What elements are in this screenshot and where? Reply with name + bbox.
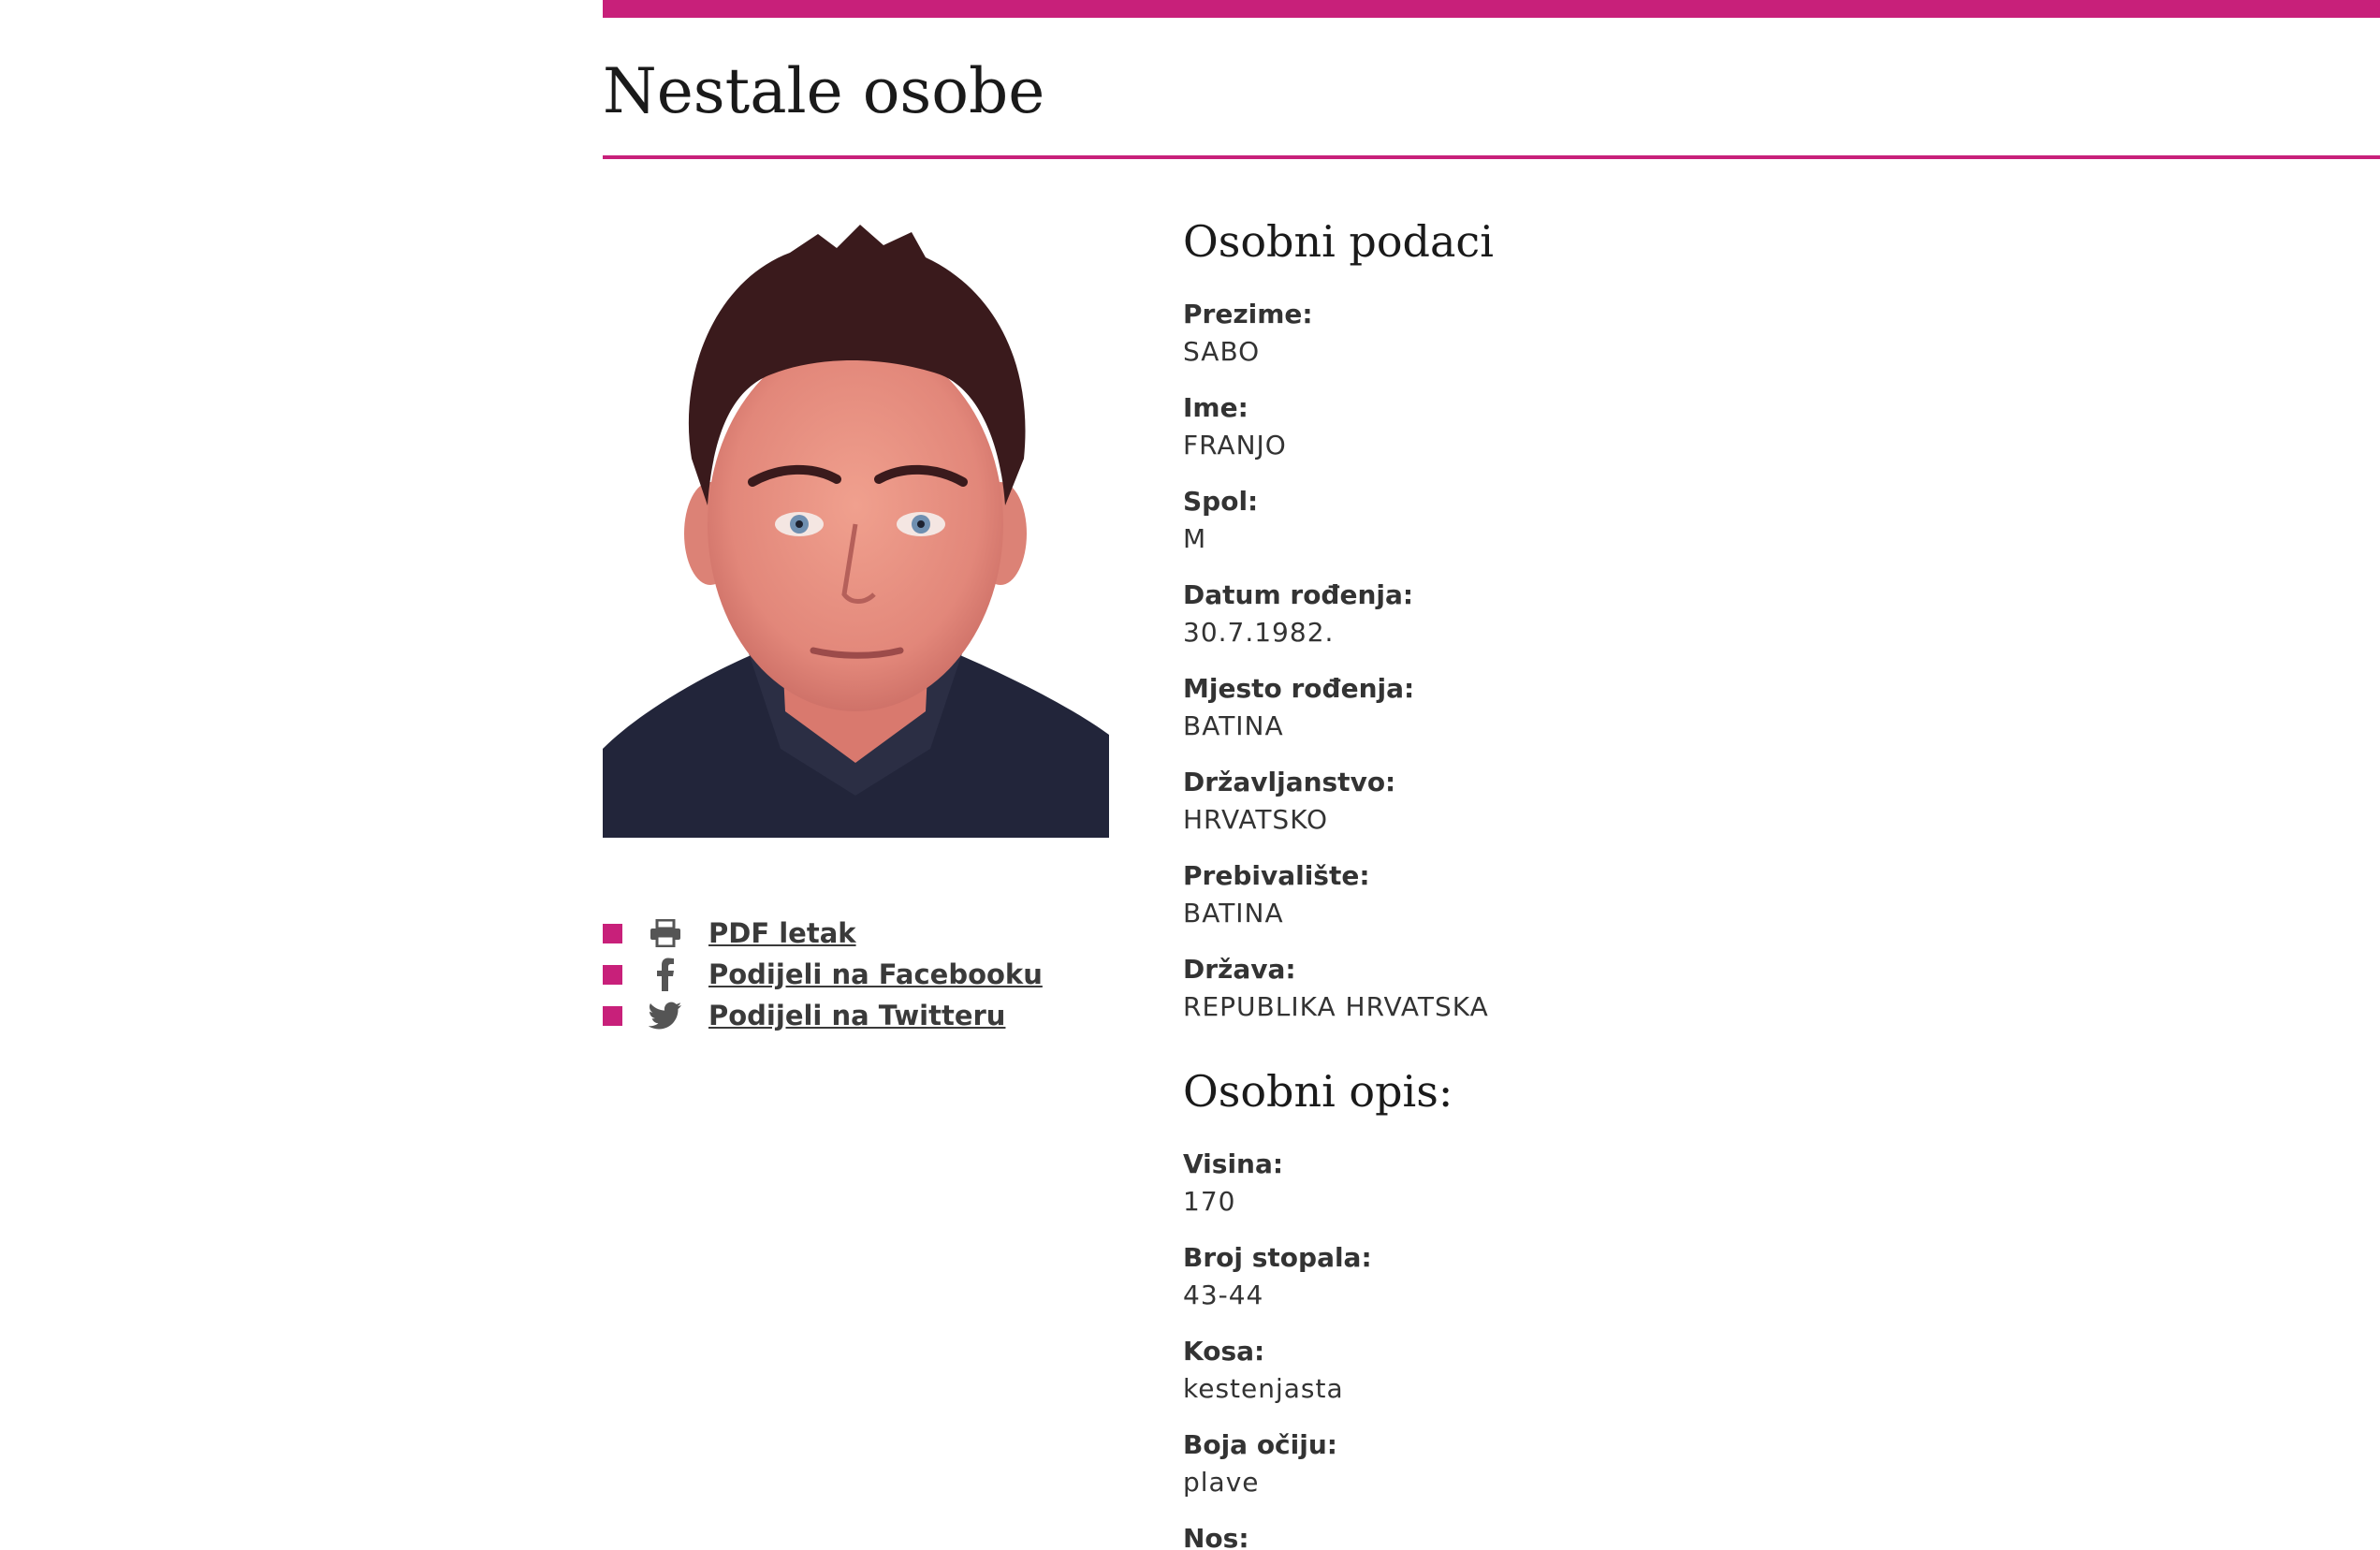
field-value: plave <box>1183 1467 1260 1498</box>
personal-description-heading: Osobni opis: <box>1183 1066 1453 1117</box>
field-first-name <box>1183 389 2306 483</box>
title-divider <box>603 155 2380 159</box>
field-eye-color <box>1183 1426 2306 1520</box>
field-value: 30.7.1982. <box>1183 617 1335 648</box>
field-country <box>1183 951 2306 1045</box>
bullet-marker <box>603 1006 622 1026</box>
field-residence <box>1183 857 2306 951</box>
field-value: kestenjasta <box>1183 1373 1344 1404</box>
field-label: Državljanstvo: <box>1183 767 1396 797</box>
field-nose <box>1183 1520 2306 1550</box>
field-place-of-birth <box>1183 670 2306 764</box>
field-label: Prebivalište: <box>1183 860 1370 891</box>
top-accent-bar <box>603 0 2380 18</box>
personal-data-heading: Osobni podaci <box>1183 216 1494 267</box>
field-label: Mjesto rođenja: <box>1183 673 1415 704</box>
pdf-leaflet-link[interactable]: PDF letak <box>708 917 856 949</box>
field-label: Boja očiju: <box>1183 1429 1337 1460</box>
page-title: Nestale osobe <box>603 55 1045 127</box>
field-height <box>1183 1146 2306 1239</box>
field-value: SABO <box>1183 336 1261 367</box>
field-label: Spol: <box>1183 486 1259 517</box>
twitter-share-link[interactable]: Podijeli na Twitteru <box>708 1000 1006 1031</box>
twitter-icon[interactable] <box>647 997 684 1034</box>
field-label: Visina: <box>1183 1148 1284 1179</box>
bullet-marker <box>603 965 622 985</box>
facebook-share-link[interactable]: Podijeli na Facebooku <box>708 958 1043 990</box>
field-value: BATINA <box>1183 898 1284 929</box>
twitter-share-action[interactable] <box>603 995 1043 1036</box>
field-label: Datum rođenja: <box>1183 579 1414 610</box>
field-value: M <box>1183 523 1207 554</box>
printer-icon[interactable] <box>647 914 684 952</box>
field-label: Broj stopala: <box>1183 1242 1372 1273</box>
facebook-share-action[interactable] <box>603 954 1043 995</box>
portrait-photo-icon <box>603 225 1109 838</box>
bullet-marker <box>603 924 622 943</box>
field-value: 43-44 <box>1183 1279 1264 1310</box>
field-sex <box>1183 483 2306 577</box>
field-label: Nos: <box>1183 1523 1249 1550</box>
pdf-leaflet-action[interactable] <box>603 913 1043 954</box>
field-shoe-size <box>1183 1239 2306 1333</box>
field-label: Ime: <box>1183 392 1248 423</box>
field-hair <box>1183 1333 2306 1426</box>
field-label: Država: <box>1183 954 1296 985</box>
field-label: Kosa: <box>1183 1336 1265 1367</box>
field-value: 170 <box>1183 1186 1236 1217</box>
field-value: REPUBLIKA HRVATSKA <box>1183 991 1489 1022</box>
field-label: Prezime: <box>1183 299 1313 329</box>
facebook-icon[interactable] <box>647 956 684 993</box>
share-actions <box>603 913 1043 1036</box>
field-citizenship <box>1183 764 2306 857</box>
field-value: BATINA <box>1183 710 1284 741</box>
person-details <box>1183 208 2306 1550</box>
field-date-of-birth <box>1183 577 2306 670</box>
field-value: HRVATSKO <box>1183 804 1329 835</box>
field-value: FRANJO <box>1183 430 1287 461</box>
person-photo <box>603 225 1109 838</box>
field-surname <box>1183 296 2306 389</box>
